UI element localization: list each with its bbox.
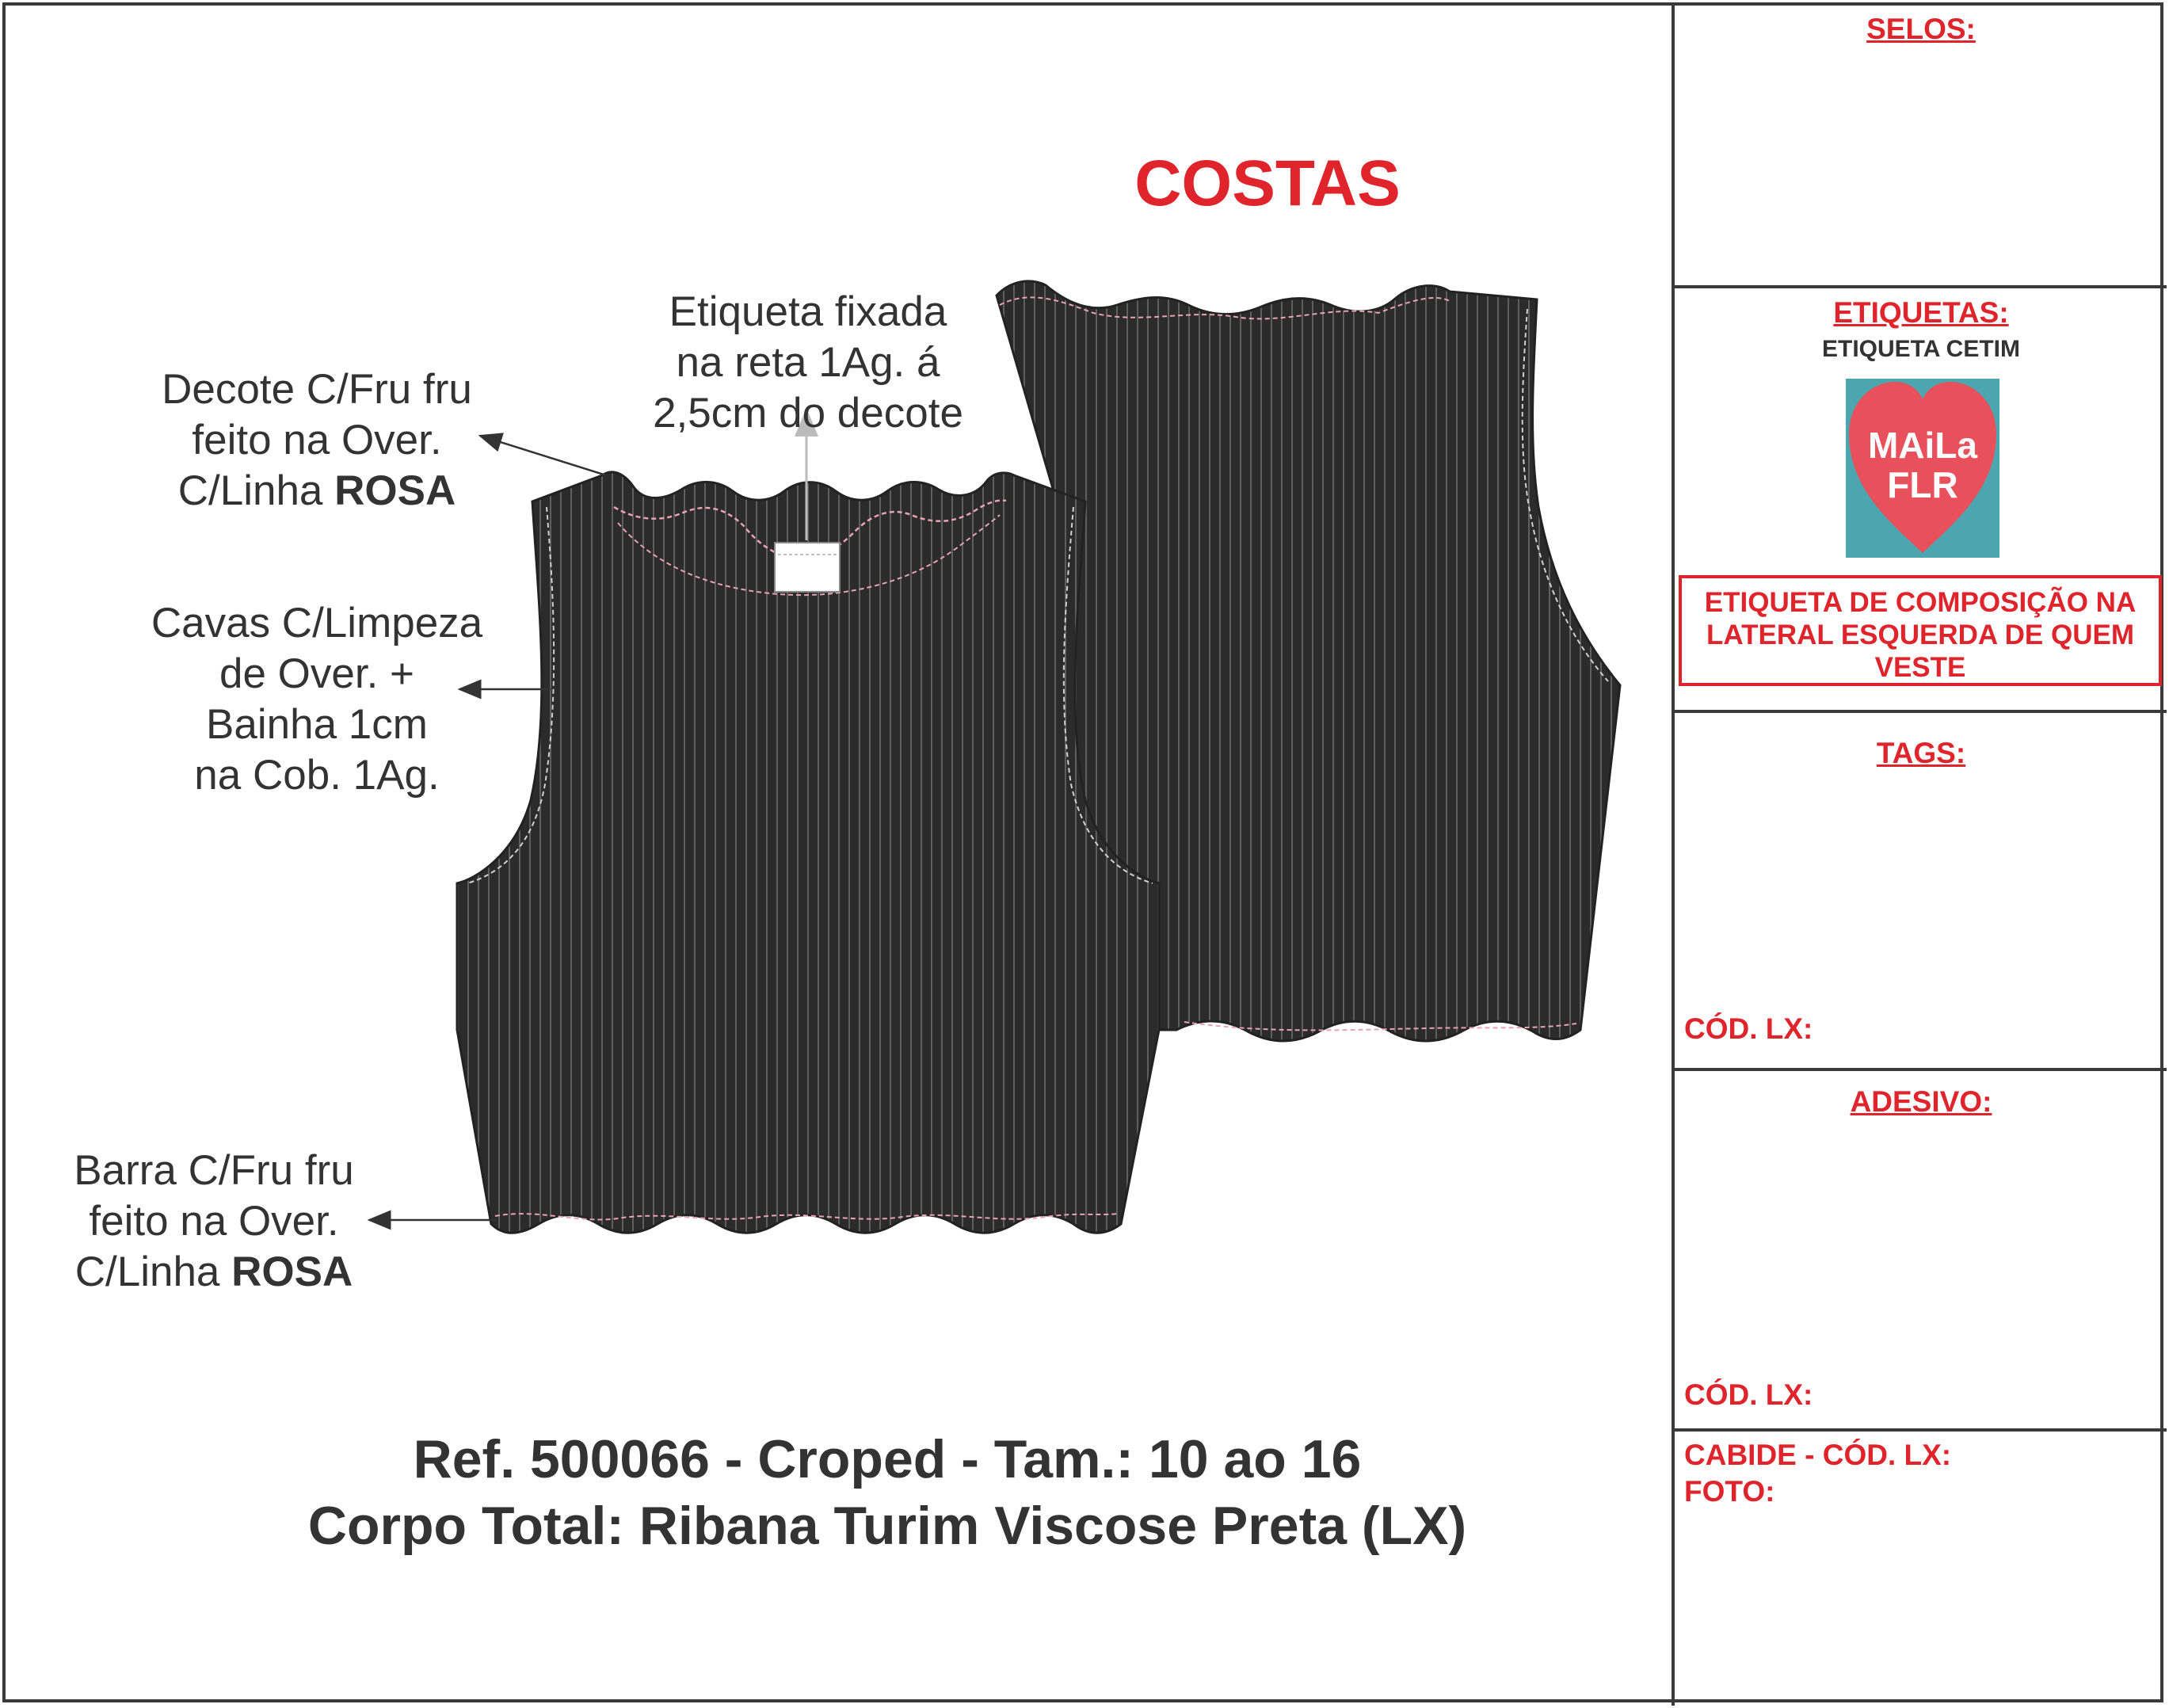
logo-text-bottom: FLR bbox=[1887, 464, 1958, 505]
annotation-barra bbox=[48, 1146, 380, 1298]
cod-lx-tags-label: CÓD. LX: bbox=[1684, 1012, 1813, 1045]
annotation-etiqueta bbox=[602, 287, 1014, 439]
annotation-line: Bainha 1cm bbox=[206, 701, 428, 748]
selos-title: SELOS: bbox=[1866, 13, 1976, 45]
sidebar-rule bbox=[1672, 710, 2167, 713]
composicao-line: LATERAL ESQUERDA DE QUEM bbox=[1706, 620, 2134, 650]
cabide-label: CABIDE - CÓD. LX: bbox=[1684, 1439, 1952, 1471]
label-patch bbox=[775, 543, 840, 592]
reference-line-2: Corpo Total: Ribana Turim Viscose Preta (LX) bbox=[307, 1496, 1467, 1556]
adesivo-title: ADESIVO: bbox=[1850, 1085, 1992, 1118]
tags-title: TAGS: bbox=[1876, 737, 1966, 769]
annotation-line: feito na Over. bbox=[89, 1198, 339, 1245]
reference-line-1: Ref. 500066 - Croped - Tam.: 10 ao 16 bbox=[413, 1429, 1362, 1489]
sidebar-rule bbox=[1672, 285, 2167, 288]
annotation-line: C/Linha ROSA bbox=[74, 1249, 353, 1295]
foto-label: FOTO: bbox=[1684, 1475, 1775, 1508]
etiqueta-cetim-label: ETIQUETA CETIM bbox=[1822, 336, 2020, 362]
annotation-line: Cavas C/Limpeza bbox=[151, 600, 483, 646]
composicao-line: VESTE bbox=[1874, 652, 1966, 683]
annotation-line: Decote C/Fru fru bbox=[162, 366, 472, 413]
annotation-line: de Over. + bbox=[219, 650, 414, 697]
annotation-decote bbox=[111, 364, 523, 517]
annotation-line: feito na Over. bbox=[192, 417, 442, 463]
annotation-line: 2,5cm do decote bbox=[653, 390, 963, 437]
reference-block bbox=[158, 1426, 1616, 1559]
sidebar-divider bbox=[1672, 2, 1675, 1706]
cod-lx-adesivo-label: CÓD. LX: bbox=[1684, 1378, 1813, 1411]
composicao-box bbox=[1679, 575, 2162, 686]
annotation-line: na Cob. 1Ag. bbox=[194, 752, 440, 799]
composicao-line: ETIQUETA DE COMPOSIÇÃO NA bbox=[1704, 587, 2137, 618]
annotation-line: Etiqueta fixada bbox=[669, 288, 947, 335]
front-view-garment bbox=[457, 472, 1159, 1233]
logo-text-top: MAiLa bbox=[1868, 425, 1977, 466]
annotation-line: Barra C/Fru fru bbox=[74, 1147, 354, 1194]
view-heading: COSTAS bbox=[1134, 147, 1401, 219]
annotation-cavas bbox=[119, 598, 515, 801]
annotation-line: C/Linha ROSA bbox=[177, 467, 456, 514]
sidebar-rule bbox=[1672, 1428, 2167, 1432]
brand-logo bbox=[1846, 379, 1999, 558]
etiquetas-title: ETIQUETAS: bbox=[1833, 296, 2009, 329]
annotation-line: na reta 1Ag. á bbox=[676, 339, 940, 386]
sidebar-rule bbox=[1672, 1068, 2167, 1071]
